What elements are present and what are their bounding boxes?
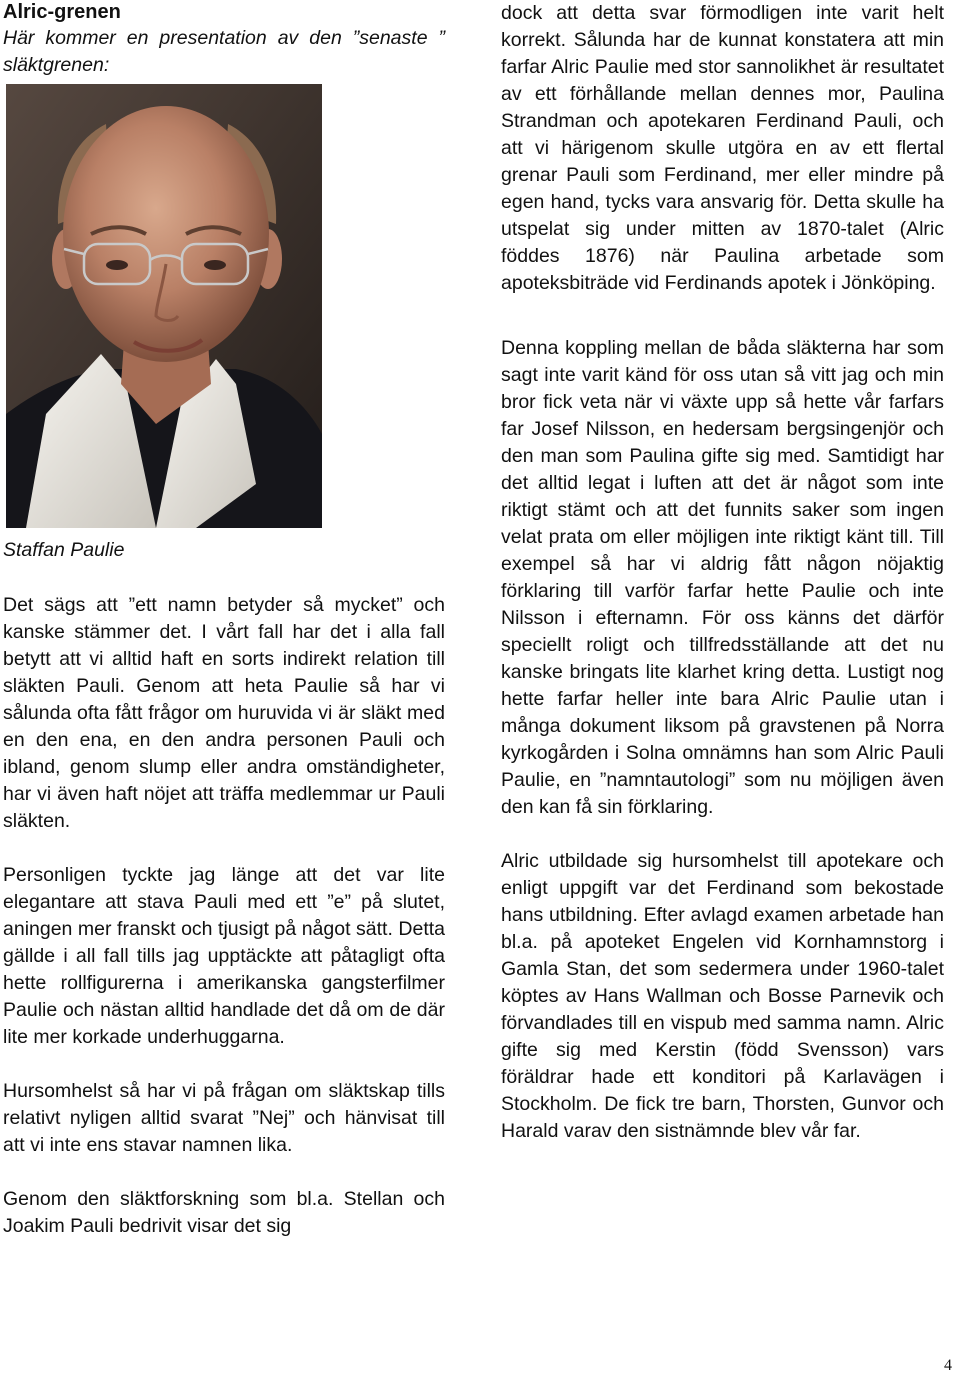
portrait-photo	[6, 84, 322, 528]
body-paragraph: Genom den släktforskning som bl.a. Stellan och Joakim Pauli bedrivit visar det sig	[3, 1188, 445, 1237]
body-paragraph: Det sägs att ”ett namn betyder så mycket” och kanske stämmer det. I vårt fall har det i alla fall betytt att vi alltid haft en sorts indirekt relation till släkten Pauli. Genom att heta Paulie så har vi sålunda ofta fått frågor om huruvida vi är släkt med en den ena, en den andra personen Pauli och ibland, genom slump eller andra omständigheter, har vi även haft nöjet att träffa medlemmar ur Pauli släkten.	[3, 594, 445, 832]
right-column	[501, 0, 944, 1145]
intro-text: Här kommer en presentation av den ”senaste ” släktgrenen:	[3, 27, 445, 76]
left-column	[3, 0, 445, 1240]
body-paragraph: Alric utbildade sig hursomhelst till apotekare och enligt uppgift var det Ferdinand som bekostade hans utbildning. Efter avlagd examen arbetade han bl.a. på apoteket Engelen vid Kornhamnstorg i Gamla Stan, det som sedermera under 1960-talet köptes av Hans Wallman och Bosse Parnevik och förvandlades till en vispub med samma namn. Alric gifte sig med Kerstin (född Svensson) vars föräldrar hade ett konditori på Karlavägen i Stockholm. De fick tre barn, Thorsten, Gunvor och Harald varav den sistnämnde blev vår far.	[501, 850, 944, 1142]
body-paragraph: Denna koppling mellan de båda släkterna har som sagt inte varit känd för oss utan så vitt jag och min bror fick veta när vi växte upp så hette vår farfars far Josef Nilsson, en hedersam bergsingenjör och den man som Paulina gifte sig med. Samtidigt har det alltid legat i luften att det är något som inte riktigt stämt och att det funnits saker som ingen velat prata om eller möjligen inte riktigt känt till. Till exempel så har vi aldrig fått någon nöjaktig förklaring till varför farfar hette Paulie och inte Nilsson i efternamn. För oss känns det därför speciellt roligt och tillfredsställande att det nu kanske bringats lite klarhet kring detta. Lustigt nog hette farfar heller inte bara Alric Paulie utan i många dokument liksom på gravstenen på Norra kyrkogården i Solna omnämns han som Alric Pauli Paulie, en ”namntautologi” som nu möjligen även den kan få sin förklaring.	[501, 337, 944, 818]
body-paragraph: dock att detta svar förmodligen inte varit helt korrekt. Sålunda har de kunnat konstatera att min farfar Alric Paulie med stor sannolikhet är resultatet av ett förhållande mellan dennes mor, Paulina Strandman och apotekaren Ferdinand Pauli, och att vi härigenom skulle utgöra en av ett flertal grenar Pauli som Ferdinand, mer eller mindre på egen hand, tycks vara ansvarig för. Detta skulle ha utspelat sig under mitten av 1870-talet (Alric föddes 1876) när Paulina arbetade som apoteksbiträde vid Ferdinands apotek i Jönköping.	[501, 2, 944, 294]
photo-caption: Staffan Paulie	[3, 539, 125, 561]
body-paragraph: Hursomhelst så har vi på frågan om släktskap tills relativt nyligen alltid svarat ”Nej” och hänvisat till att vi inte ens stavar namnen lika.	[3, 1080, 445, 1156]
page-number: 4	[944, 1357, 952, 1374]
section-heading: Alric-grenen	[3, 1, 121, 23]
portrait-illustration	[6, 84, 322, 528]
body-paragraph: Personligen tyckte jag länge att det var lite elegantare att stava Pauli med ett ”e” på slutet, aningen mer franskt och tjusigt på något sätt. Detta gällde i all fall tills jag upptäckte att påtagligt ofta hette rollfigurerna i amerikanska gangsterfilmer Paulie och nästan alltid handlade det då om de där lite mer korkade underhuggarna.	[3, 864, 445, 1048]
